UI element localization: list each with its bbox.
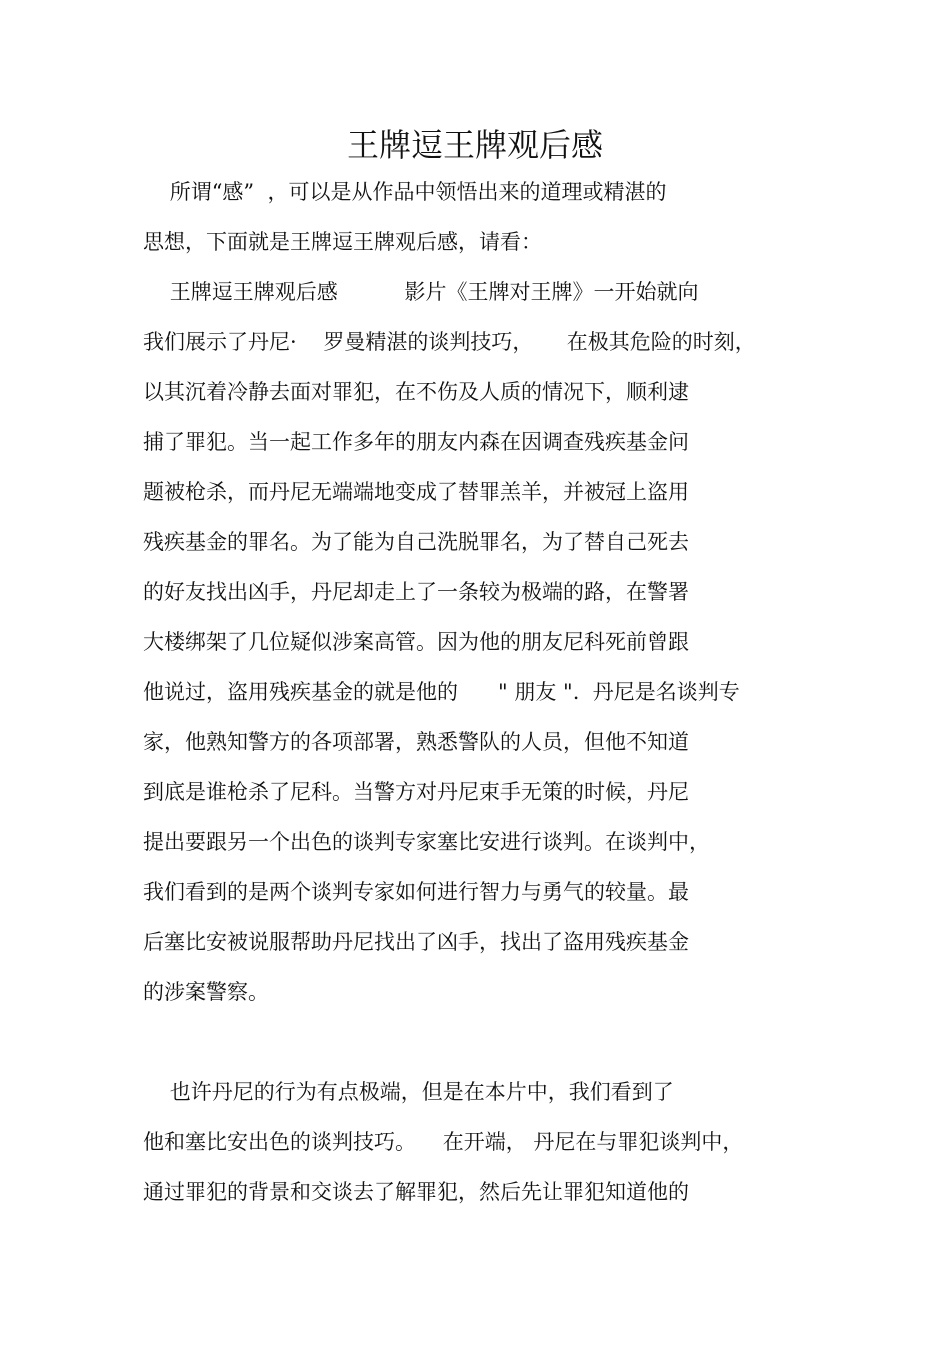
paragraph-line: 思想，下面就是王牌逗王牌观后感，请看： [143,230,542,254]
paragraph-line: 他说过，盗用残疾基金的就是他的 " 朋友 ". 丹尼是名谈判专 [143,680,740,704]
paragraph-line: 后塞比安被说服帮助丹尼找出了凶手，找出了盗用残疾基金 [143,930,689,954]
paragraph-line: 到底是谁枪杀了尼科。当警方对丹尼束手无策的时候，丹尼 [143,780,689,804]
paragraph-line: 我们看到的是两个谈判专家如何进行智力与勇气的较量。最 [143,880,689,904]
paragraph-line: 以其沉着冷静去面对罪犯，在不伤及人质的情况下，顺利逮 [143,380,689,404]
paragraph-line: 大楼绑架了几位疑似涉案高管。因为他的朋友尼科死前曾跟 [143,630,689,654]
document-title: 王牌逗王牌观后感 [346,126,603,164]
paragraph-line: 也许丹尼的行为有点极端，但是在本片中，我们看到了 [143,1080,674,1104]
paragraph-line: 提出要跟另一个出色的谈判专家塞比安进行谈判。在谈判中， [143,830,710,854]
paragraph-line: 所谓“感” ，可以是从作品中领悟出来的道理或精湛的 [143,180,667,204]
paragraph-line: 的好友找出凶手，丹尼却走上了一条较为极端的路，在警署 [143,580,689,604]
paragraph-line: 残疾基金的罪名。为了能为自己洗脱罪名，为了替自己死去 [143,530,689,554]
paragraph-line: 我们展示了丹尼· 罗曼精湛的谈判技巧， 在极其危险的时刻， [143,330,756,354]
paragraph-line: 通过罪犯的背景和交谈去了解罪犯，然后先让罪犯知道他的 [143,1180,689,1204]
paragraph-line: 家，他熟知警方的各项部署，熟悉警队的人员，但他不知道 [143,730,689,754]
paragraph-line: 王牌逗王牌观后感 影片《王牌对王牌》一开始就向 [143,280,699,304]
paragraph-line: 题被枪杀，而丹尼无端端地变成了替罪羔羊，并被冠上盗用 [143,480,689,504]
paragraph-line: 他和塞比安出色的谈判技巧。 在开端， 丹尼在与罪犯谈判中， [143,1130,744,1154]
paragraph-line: 的涉案警察。 [143,980,269,1004]
paragraph-line: 捕了罪犯。当一起工作多年的朋友内森在因调查残疾基金问 [143,430,689,454]
